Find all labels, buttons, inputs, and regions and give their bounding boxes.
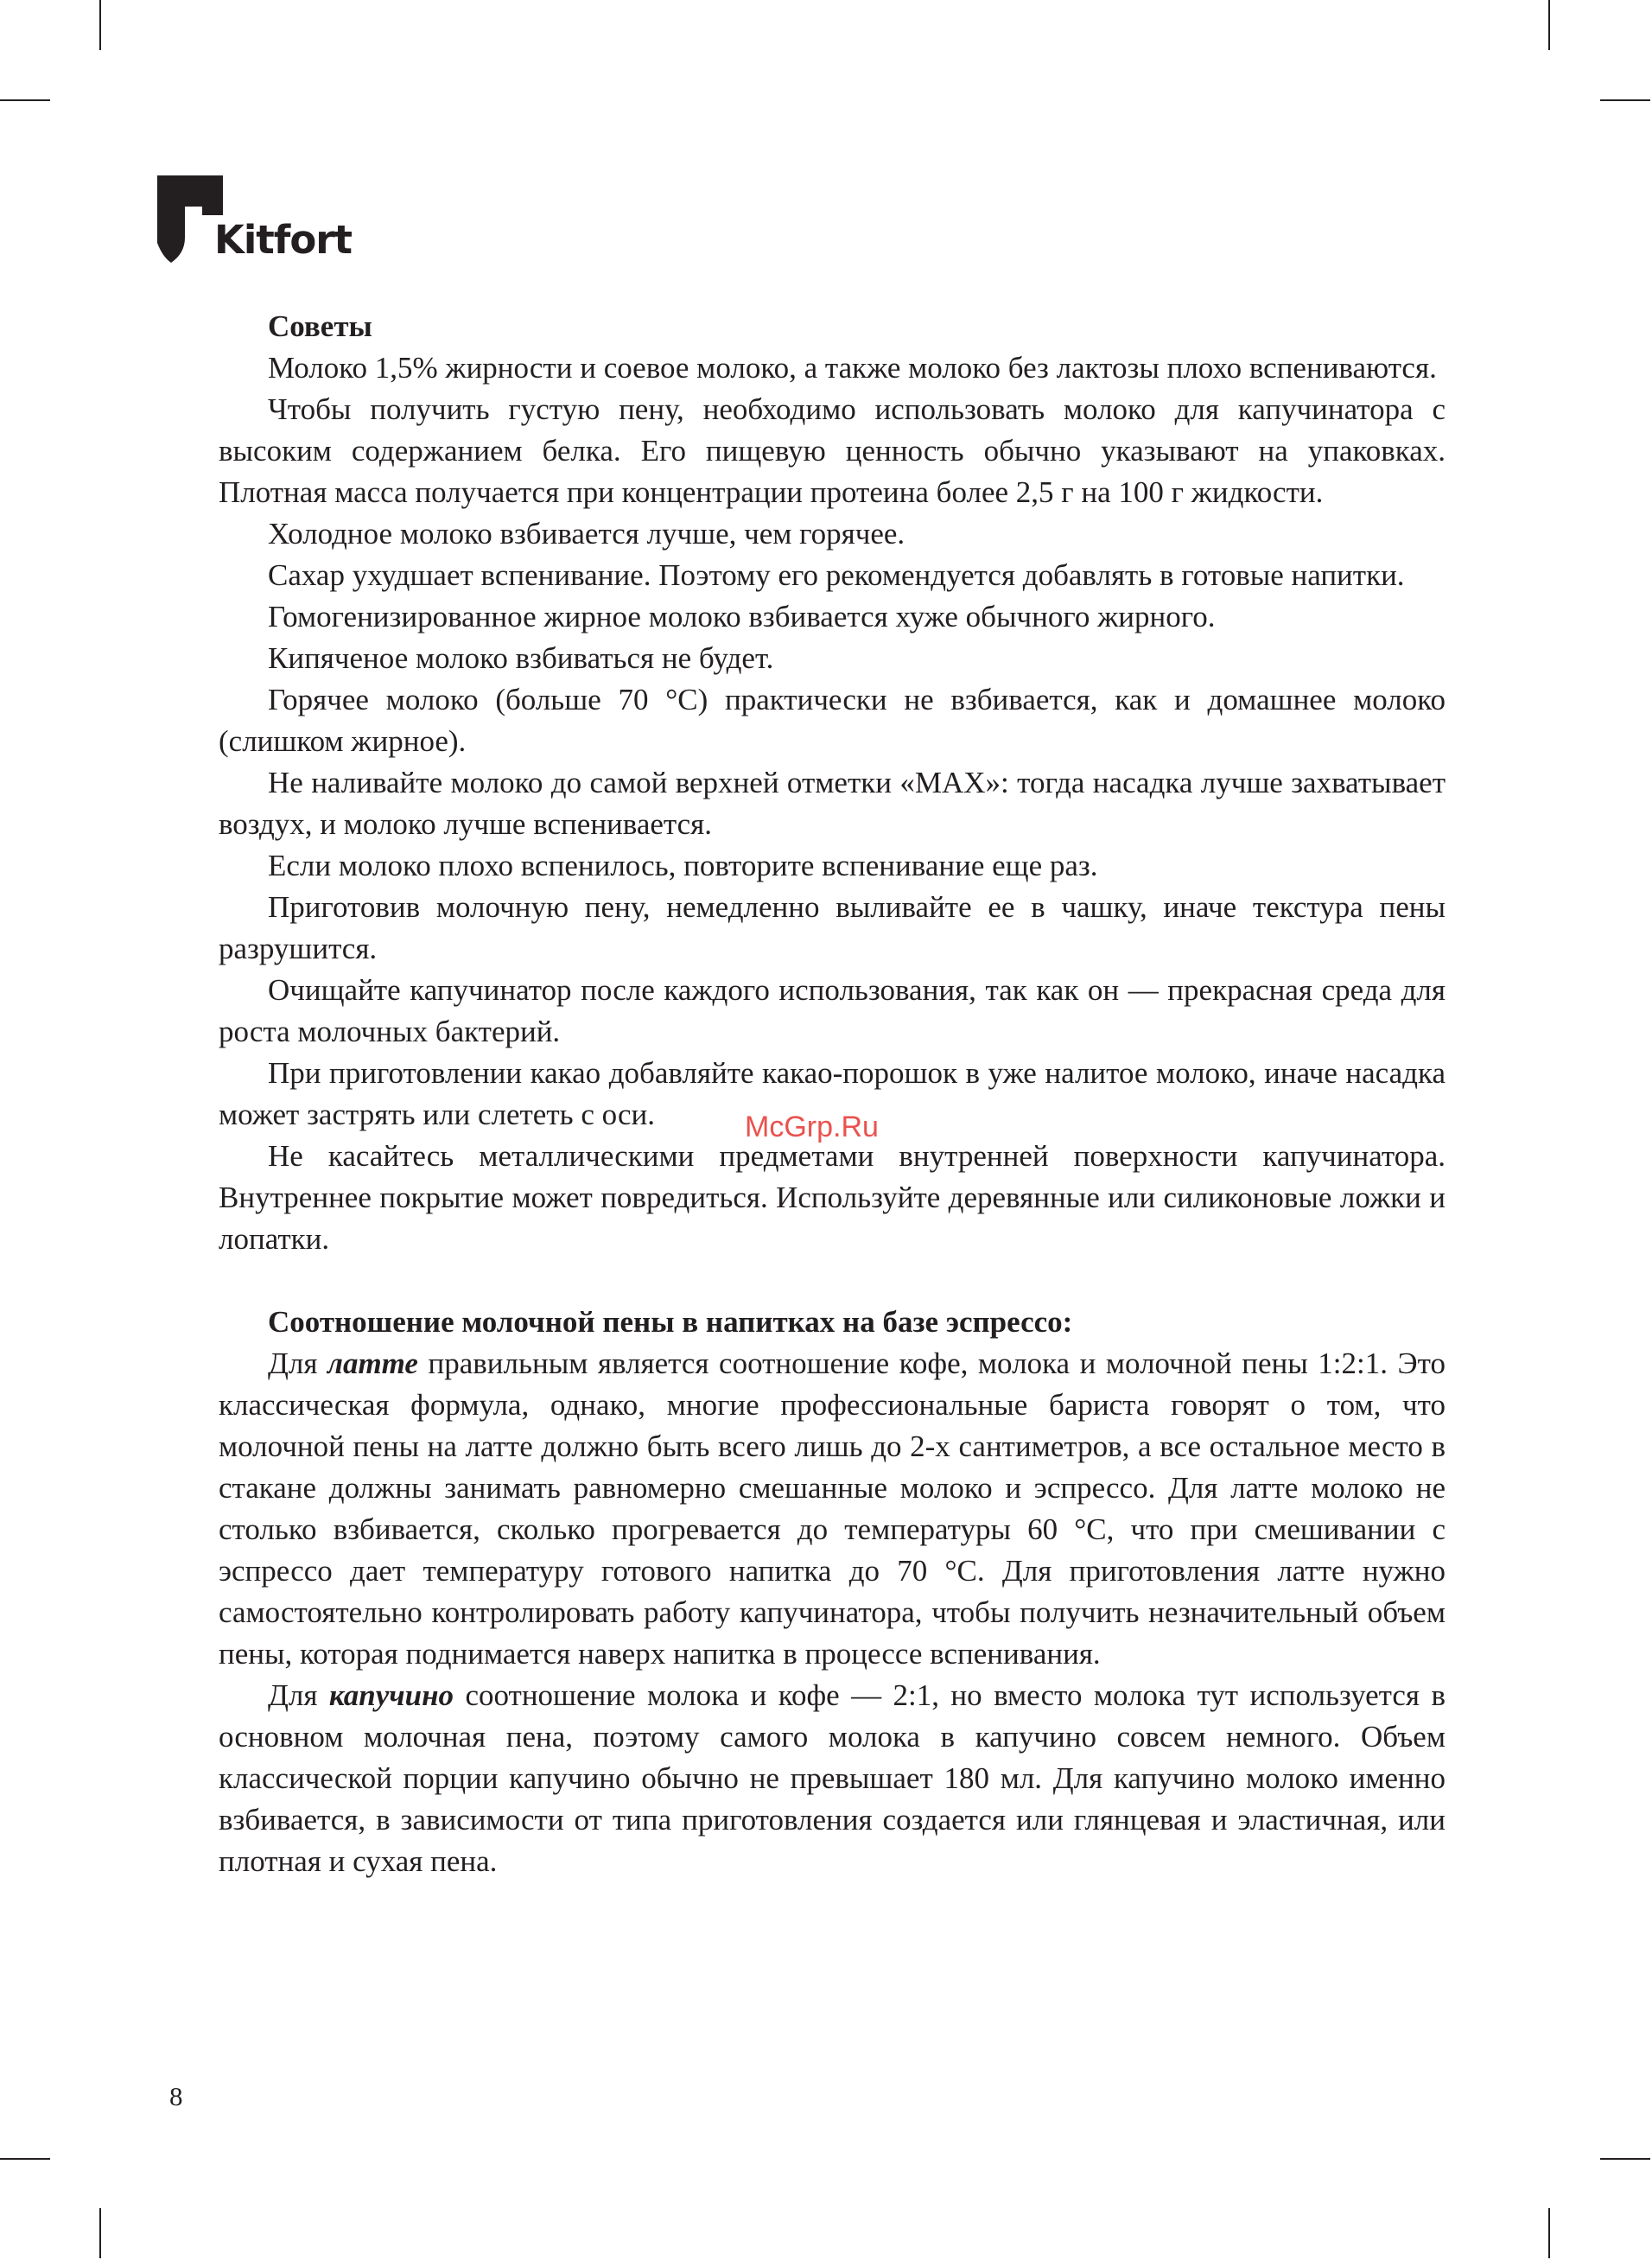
tip-paragraph: Горячее молоко (больше 70 °С) практически не взбивается, как и домашнее молоко (слишком жирное). [219, 683, 1446, 758]
cappuccino-text: соотношение молока и кофе — 2:1, но вместо молока тут используется в основном молочная пена, поэтому самого молока в капучино совсем немного. Объем классической порции капучино обычно не превышает 180 мл. Для капучино молоко именно взбивается, в зависимости от типа приготовления создается или глянцевая и эластичная, или плотная и сухая пена. [219, 1678, 1446, 1878]
tip-paragraph: Приготовив молочную пену, немедленно выливайте ее в чашку, иначе текстура пены разрушится. [219, 890, 1446, 965]
crop-mark-left-bottom [0, 2158, 50, 2160]
page-number: 8 [169, 2081, 183, 2111]
latte-intro: Для [268, 1346, 327, 1380]
tip-paragraph: Кипяченое молоко взбиваться не будет. [268, 641, 774, 675]
latte-text: правильным является соотношение кофе, молока и молочной пены 1:2:1. Это классическая формула, однако, многие профессиональные бариста говорят о том, что молочной пены на латте должно быть всего лишь до 2-х сантиметров, а все остальное место в стакане должны занимать равномерно смешанные молоко и эспрессо. Для латте молоко не столько взбивается, сколько прогревается до температуры 60 °С, что при смешивании с эспрессо дает температуру готового напитка до 70 °С. Для приготовления латте нужно самостоятельно контролировать работу капучинатора, чтобы получить незначительный объем пены, которая поднимается наверх напитка в процессе вспенивания. [219, 1346, 1446, 1671]
cappuccino-term: капучино [328, 1678, 454, 1712]
crop-mark-top-left [99, 0, 101, 50]
tip-paragraph: Если молоко плохо вспенилось, повторите вспенивание еще раз. [268, 849, 1098, 882]
watermark: McGrp.Ru [745, 1111, 879, 1143]
latte-term: латте [327, 1346, 418, 1380]
tip-paragraph: При приготовлении какао добавляйте какао-порошок в уже налитое молоко, иначе насадка может застрять или слететь с оси. [219, 1056, 1446, 1131]
tip-paragraph: Молоко 1,5% жирности и соевое молоко, а также молоко без лактозы плохо вспениваются. [268, 351, 1437, 385]
crop-mark-right-top [1600, 99, 1650, 101]
crop-mark-left-top [0, 99, 50, 101]
page-content [219, 306, 1446, 1882]
tip-paragraph: Чтобы получить густую пену, необходимо использовать молоко для капучинатора с высоким содержанием белка. Его пищевую ценность обычно указывают на упаковках. Плотная масса получается при концентрации протеина более 2,5 г на 100 г жидкости. [219, 392, 1446, 509]
ratio-heading: Соотношение молочной пены в напитках на базе эспрессо: [268, 1305, 1073, 1339]
tip-paragraph: Очищайте капучинатор после каждого использования, так как он — прекрасная среда для роста молочных бактерий. [219, 973, 1446, 1048]
tip-paragraph: Гомогенизированное жирное молоко взбивается хуже обычного жирного. [268, 600, 1216, 633]
cappuccino-intro: Для [268, 1678, 329, 1712]
crop-mark-bottom-left [99, 2208, 101, 2258]
tips-heading: Советы [268, 309, 372, 343]
crop-mark-bottom-right [1548, 2208, 1550, 2258]
crop-mark-top-right [1548, 0, 1550, 50]
tip-paragraph: Сахар ухудшает вспенивание. Поэтому его рекомендуется добавлять в готовые напитки. [268, 558, 1405, 592]
kitfort-logo-text: Kitfort [214, 217, 353, 263]
kitfort-logo [157, 175, 353, 271]
cappuccino-paragraph [219, 1675, 1446, 1882]
crop-mark-right-bottom [1600, 2158, 1650, 2160]
tip-paragraph: Холодное молоко взбивается лучше, чем горячее. [268, 517, 905, 551]
tip-paragraph: Не наливайте молоко до самой верхней отметки «MAX»: тогда насадка лучше захватывает воздух, и молоко лучше вспенивается. [219, 766, 1446, 841]
latte-paragraph [219, 1343, 1446, 1675]
tip-paragraph: Не касайтесь металлическими предметами внутренней поверхности капучинатора. Внутреннее покрытие может повредиться. Используйте деревянные или силиконовые ложки и лопатки. [219, 1139, 1446, 1256]
